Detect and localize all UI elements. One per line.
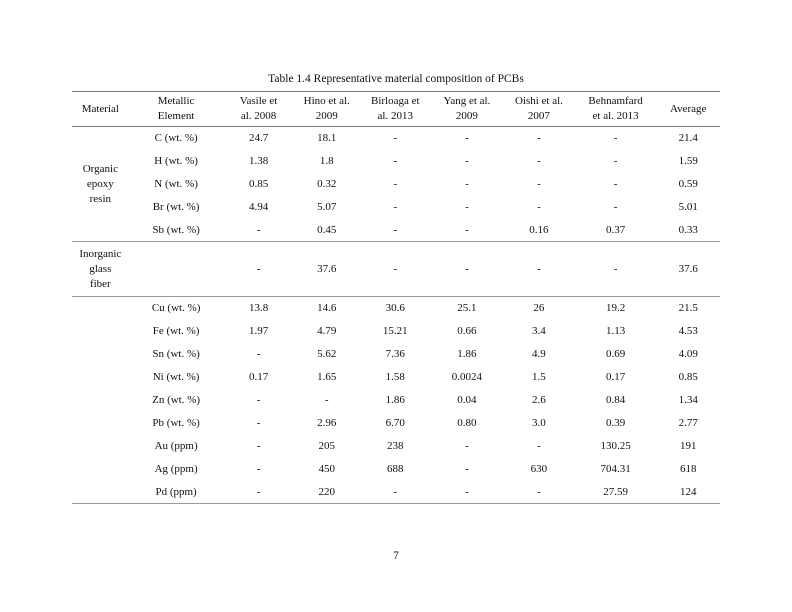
value-cell: 2.96 bbox=[317, 417, 337, 429]
value-cell: 630 bbox=[530, 463, 548, 475]
value-cell: - bbox=[256, 263, 261, 275]
value-cell: - bbox=[613, 155, 618, 167]
text-line: 2009 bbox=[315, 110, 338, 122]
table-row bbox=[72, 458, 720, 481]
element-cell: Pb (wt. %) bbox=[152, 417, 200, 429]
column-header bbox=[224, 92, 294, 127]
element-cell: Pd (ppm) bbox=[155, 485, 197, 498]
value-cell: 1.86 bbox=[385, 394, 405, 406]
table-row bbox=[72, 196, 720, 219]
value-cell: 24.7 bbox=[248, 132, 269, 145]
element-cell: Br (wt. %) bbox=[152, 201, 200, 213]
element-cell: Fe (wt. %) bbox=[152, 325, 200, 337]
element-cell: Ni (wt. %) bbox=[152, 371, 200, 383]
text-line: 2009 bbox=[455, 110, 478, 122]
value-cell: - bbox=[393, 263, 398, 275]
text-line: al. 2013 bbox=[377, 110, 413, 122]
text-line: Oishi et al. bbox=[514, 95, 563, 107]
value-cell: 0.17 bbox=[605, 371, 626, 383]
table-row bbox=[72, 481, 720, 504]
value-cell: 4.09 bbox=[678, 348, 698, 360]
value-cell: 0.85 bbox=[248, 178, 269, 190]
value-cell: - bbox=[256, 417, 261, 429]
value-cell: 0.66 bbox=[457, 325, 477, 337]
table-row bbox=[72, 320, 720, 343]
value-cell: 0.84 bbox=[605, 394, 626, 406]
value-cell: 4.53 bbox=[678, 325, 698, 337]
value-cell: - bbox=[613, 132, 618, 145]
table-header bbox=[72, 92, 720, 127]
value-cell: 1.86 bbox=[457, 348, 477, 360]
value-cell: 15.21 bbox=[382, 325, 408, 337]
value-cell: 13.8 bbox=[248, 302, 269, 315]
table-row bbox=[72, 150, 720, 173]
text-line: al. 2008 bbox=[240, 110, 277, 122]
material-label bbox=[72, 242, 129, 297]
text-line: Inorganic bbox=[79, 247, 122, 260]
value-cell: - bbox=[393, 223, 398, 236]
text-line: Behnamfard bbox=[588, 95, 643, 107]
text-line: Material bbox=[81, 102, 119, 115]
column-header bbox=[72, 92, 129, 127]
value-cell: - bbox=[324, 394, 329, 406]
element-cell: Sb (wt. %) bbox=[152, 223, 200, 236]
value-cell: 0.37 bbox=[605, 223, 626, 236]
value-cell: 0.69 bbox=[605, 348, 626, 360]
table-row bbox=[72, 242, 720, 297]
value-cell: 2.6 bbox=[532, 394, 546, 406]
value-cell: 0.33 bbox=[678, 223, 698, 236]
value-cell: 14.6 bbox=[317, 302, 337, 315]
text-line: epoxy bbox=[86, 177, 114, 190]
text-line: 2007 bbox=[527, 110, 550, 122]
value-cell: - bbox=[465, 178, 469, 190]
value-cell: 3.0 bbox=[532, 417, 546, 429]
value-cell: 37.6 bbox=[678, 263, 698, 275]
page-number: 7 bbox=[393, 550, 399, 562]
text-line: Yang et al. bbox=[443, 95, 491, 107]
value-cell: 220 bbox=[318, 485, 335, 498]
column-header bbox=[431, 92, 503, 127]
value-cell: 0.17 bbox=[248, 371, 269, 383]
value-cell: - bbox=[256, 485, 261, 498]
text-line: Birloaga et bbox=[370, 95, 420, 107]
text-line: et al. 2013 bbox=[592, 110, 639, 122]
organic-epoxy-group bbox=[72, 127, 720, 242]
value-cell: 18.1 bbox=[317, 132, 337, 145]
value-cell: - bbox=[393, 155, 398, 167]
value-cell: 1.13 bbox=[605, 325, 626, 337]
value-cell: - bbox=[393, 132, 398, 145]
value-cell: 0.59 bbox=[678, 178, 698, 190]
element-cell: N (wt. %) bbox=[154, 178, 198, 190]
column-header bbox=[656, 92, 720, 127]
value-cell: 27.59 bbox=[603, 485, 628, 498]
value-cell: 1.59 bbox=[678, 155, 698, 167]
value-cell: 0.32 bbox=[317, 178, 337, 190]
table-row bbox=[72, 366, 720, 389]
column-header bbox=[503, 92, 575, 127]
value-cell: 1.65 bbox=[317, 371, 337, 383]
value-cell: - bbox=[537, 132, 541, 145]
text-line: Organic bbox=[82, 162, 118, 175]
table-row bbox=[72, 173, 720, 196]
text-line: glass bbox=[89, 262, 112, 275]
value-cell: - bbox=[537, 201, 541, 213]
value-cell: - bbox=[256, 394, 261, 406]
value-cell: 0.39 bbox=[605, 417, 626, 429]
value-cell: 19.2 bbox=[605, 302, 626, 315]
value-cell: 4.79 bbox=[317, 325, 337, 337]
value-cell: - bbox=[465, 463, 469, 475]
value-cell: 2.77 bbox=[678, 417, 698, 429]
value-cell: 124 bbox=[679, 485, 697, 498]
text-line: Metallic bbox=[157, 95, 195, 107]
table-caption: Table 1.4 Representative material composition of PCBs bbox=[268, 73, 524, 85]
value-cell: - bbox=[465, 201, 469, 213]
table-row bbox=[72, 219, 720, 242]
value-cell: - bbox=[537, 263, 541, 275]
value-cell: - bbox=[613, 178, 618, 190]
value-cell: 5.62 bbox=[317, 348, 337, 360]
element-cell: C (wt. %) bbox=[154, 132, 198, 145]
element-cell: Au (ppm) bbox=[154, 440, 198, 452]
value-cell: 25.1 bbox=[457, 302, 477, 315]
value-cell: - bbox=[537, 485, 541, 498]
value-cell: 450 bbox=[318, 463, 335, 475]
value-cell: 37.6 bbox=[317, 263, 337, 275]
value-cell: 5.07 bbox=[317, 201, 337, 213]
table-row bbox=[72, 412, 720, 435]
text-line: fiber bbox=[89, 277, 111, 290]
value-cell: 26 bbox=[533, 302, 545, 315]
value-cell: 1.58 bbox=[385, 371, 405, 383]
value-cell: - bbox=[613, 201, 618, 213]
value-cell: - bbox=[256, 223, 261, 236]
value-cell: 21.5 bbox=[678, 302, 698, 315]
value-cell: 618 bbox=[679, 463, 697, 475]
text-line: Element bbox=[157, 110, 195, 122]
element-cell: Cu (wt. %) bbox=[151, 302, 201, 315]
table-row bbox=[72, 127, 720, 150]
metals-group bbox=[72, 297, 720, 504]
value-cell: - bbox=[613, 263, 618, 275]
text-line: Vasile et bbox=[239, 95, 278, 107]
element-cell: Sn (wt. %) bbox=[152, 348, 200, 360]
column-header bbox=[360, 92, 431, 127]
value-cell: 1.34 bbox=[678, 394, 698, 406]
value-cell: 0.0024 bbox=[451, 371, 483, 383]
value-cell: 1.8 bbox=[319, 155, 334, 167]
value-cell: - bbox=[465, 440, 469, 452]
value-cell: - bbox=[465, 263, 469, 275]
value-cell: - bbox=[465, 485, 469, 498]
column-header bbox=[129, 92, 224, 127]
value-cell: 0.16 bbox=[529, 223, 549, 236]
value-cell: 0.85 bbox=[678, 371, 698, 383]
value-cell: 205 bbox=[318, 440, 335, 452]
value-cell: 5.01 bbox=[678, 201, 698, 213]
value-cell: 1.38 bbox=[248, 155, 269, 167]
value-cell: 1.5 bbox=[532, 371, 546, 383]
value-cell: - bbox=[537, 440, 541, 452]
element-cell: H (wt. %) bbox=[154, 155, 198, 167]
value-cell: - bbox=[465, 155, 469, 167]
value-cell: - bbox=[465, 132, 469, 145]
value-cell: 21.4 bbox=[678, 132, 698, 145]
value-cell: - bbox=[393, 178, 398, 190]
table-row bbox=[72, 343, 720, 366]
value-cell: 7.36 bbox=[385, 348, 405, 360]
value-cell: - bbox=[465, 223, 469, 236]
value-cell: 0.80 bbox=[457, 417, 477, 429]
table-row bbox=[72, 389, 720, 412]
table-row bbox=[72, 297, 720, 320]
value-cell: 4.9 bbox=[532, 348, 546, 360]
column-header bbox=[575, 92, 657, 127]
element-cell: Zn (wt. %) bbox=[152, 394, 201, 406]
value-cell: 0.45 bbox=[317, 223, 337, 236]
element-cell: Ag (ppm) bbox=[154, 463, 198, 475]
text-line: Hino et al. bbox=[303, 95, 350, 107]
value-cell: - bbox=[393, 485, 398, 498]
value-cell: 6.70 bbox=[385, 417, 405, 429]
element-cell bbox=[129, 242, 224, 297]
value-cell: 30.6 bbox=[385, 302, 405, 315]
value-cell: 3.4 bbox=[532, 325, 546, 337]
value-cell: 191 bbox=[679, 440, 697, 452]
inorganic-glass-group bbox=[72, 242, 720, 297]
value-cell: 130.25 bbox=[600, 440, 631, 452]
value-cell: 704.31 bbox=[600, 463, 631, 475]
value-cell: 238 bbox=[387, 440, 404, 452]
table-row bbox=[72, 435, 720, 458]
value-cell: - bbox=[393, 201, 398, 213]
material-label-empty bbox=[72, 297, 129, 504]
value-cell: 0.04 bbox=[457, 394, 477, 406]
value-cell: 1.97 bbox=[248, 325, 269, 337]
value-cell: 688 bbox=[387, 463, 404, 475]
value-cell: - bbox=[537, 178, 541, 190]
text-line: resin bbox=[89, 192, 112, 205]
text-line: Average bbox=[669, 102, 707, 115]
material-label bbox=[72, 127, 129, 242]
value-cell: - bbox=[256, 463, 261, 475]
value-cell: - bbox=[256, 440, 261, 452]
value-cell: 4.94 bbox=[248, 201, 269, 213]
composition-table bbox=[72, 91, 720, 504]
value-cell: - bbox=[256, 348, 261, 360]
column-header bbox=[294, 92, 360, 127]
value-cell: - bbox=[537, 155, 541, 167]
